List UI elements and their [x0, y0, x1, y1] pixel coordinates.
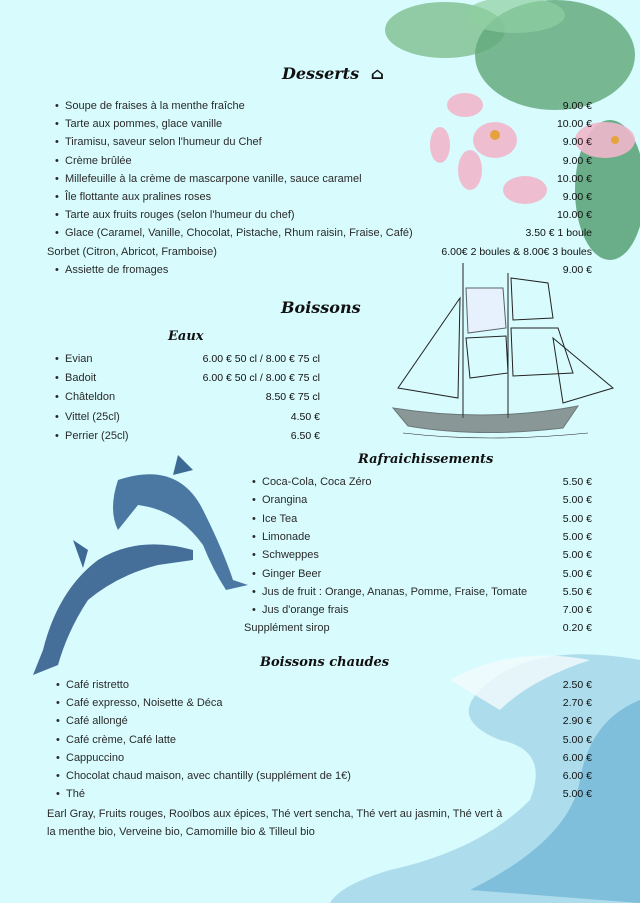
item-price: 0.20 €: [562, 622, 592, 635]
bullet-icon: •: [252, 585, 256, 598]
desserts-title-text: Desserts: [282, 64, 360, 83]
bullet-icon: •: [55, 227, 59, 240]
item-name: Millefeuille à la crème de mascarpone vanille, sauce caramel: [65, 172, 362, 185]
bullet-icon: •: [252, 494, 256, 507]
bullet-icon: •: [252, 567, 256, 580]
item-price: 6.00 € 50 cl / 8.00 € 75 cl: [202, 353, 320, 365]
item-price: 9.00 €: [562, 191, 592, 203]
bullet-icon: •: [56, 770, 60, 782]
item-price: 6.50 €: [290, 429, 320, 442]
item-name: Evian: [65, 353, 93, 365]
rafraichissements-title: Rafraichissements: [358, 452, 494, 467]
item-name: Assiette de fromages: [65, 263, 169, 276]
sailing-ship-icon: [388, 258, 618, 448]
eaux-title: Eaux: [168, 329, 204, 344]
bullet-icon: •: [55, 154, 59, 167]
bullet-icon: •: [55, 191, 59, 203]
bullet-icon: •: [55, 263, 59, 276]
item-price: 5.00 €: [562, 567, 592, 580]
item-name: Café allongé: [66, 715, 128, 728]
item-name: Tarte aux pommes, glace vanille: [65, 118, 223, 131]
menu-item: [55, 390, 116, 404]
item-name: Orangina: [262, 494, 308, 507]
menu-item: [56, 751, 125, 765]
item-name: Badoit: [65, 372, 97, 385]
menu-item: [252, 548, 319, 562]
item-price: 10.00 €: [556, 209, 592, 222]
item-name: Schweppes: [262, 549, 319, 562]
menu-item: [252, 475, 372, 489]
item-name: Tiramisu, saveur selon l'humeur du Chef: [65, 136, 262, 149]
item-name: Perrier (25cl): [65, 429, 129, 442]
menu-item: [244, 621, 330, 635]
item-name: Cappuccino: [66, 751, 125, 764]
item-price: 5.50 €: [562, 476, 592, 488]
item-price: 5.00 €: [562, 788, 592, 801]
menu-item: [56, 787, 85, 801]
item-price: 5.00 €: [562, 494, 592, 507]
bullet-icon: •: [56, 715, 60, 728]
item-price: 9.00 €: [562, 100, 592, 112]
item-name: Vittel (25cl): [65, 410, 120, 423]
item-name: Coca-Cola, Coca Zéro: [262, 476, 372, 488]
item-name: Supplément sirop: [244, 622, 330, 635]
menu-item: [47, 245, 217, 259]
item-name: Limonade: [262, 530, 311, 543]
item-price: 3.50 € 1 boule: [525, 227, 592, 240]
menu-item: [252, 530, 311, 544]
desserts-title: [282, 64, 384, 83]
bullet-icon: •: [55, 391, 59, 404]
boissons-chaudes-title: Boissons chaudes: [260, 655, 390, 670]
item-name: Ice Tea: [262, 512, 298, 525]
item-price: 8.50 € 75 cl: [265, 391, 320, 404]
item-price: 6.00 €: [562, 751, 592, 764]
item-name: Glace (Caramel, Vanille, Chocolat, Pistache, Rhum raisin, Fraise, Café): [65, 227, 413, 240]
item-price: 5.00 €: [562, 733, 592, 746]
item-price: 5.00 €: [562, 549, 592, 562]
bullet-icon: •: [252, 604, 256, 617]
menu-item: [252, 512, 298, 526]
item-name: Jus de fruit : Orange, Ananas, Pomme, Fraise, Tomate: [262, 585, 528, 598]
menu-item: [55, 99, 245, 113]
menu-item: [55, 352, 93, 366]
menu-item: [56, 696, 223, 710]
item-price: 6.00 €: [562, 770, 592, 782]
bullet-icon: •: [55, 118, 59, 131]
the-varieties-line-1: Earl Gray, Fruits rouges, Rooïbos aux épices, Thé vert sencha, Thé vert au jasmin, Thé vert à: [47, 808, 503, 820]
item-name: Thé: [66, 788, 85, 801]
bullet-icon: •: [55, 100, 59, 112]
item-name: Sorbet (Citron, Abricot, Framboise): [47, 245, 217, 258]
tropical-leaves-icon: [385, 0, 640, 260]
bullet-icon: •: [55, 172, 59, 185]
item-price: 5.50 €: [562, 585, 592, 598]
menu-item: [55, 226, 413, 240]
menu-item: [252, 585, 528, 599]
menu-item: [55, 117, 223, 131]
bullet-icon: •: [56, 788, 60, 801]
item-price: 6.00€ 2 boules & 8.00€ 3 boules: [441, 245, 592, 258]
menu-item: [252, 493, 308, 507]
item-name: Châteldon: [65, 391, 116, 404]
item-name: Soupe de fraises à la menthe fraîche: [65, 100, 245, 112]
bullet-icon: •: [252, 476, 256, 488]
bullet-icon: •: [56, 697, 60, 710]
bullet-icon: •: [55, 209, 59, 222]
bullet-icon: •: [252, 530, 256, 543]
menu-item: [55, 190, 212, 204]
item-price: 9.00 €: [562, 154, 592, 167]
item-name: Ginger Beer: [262, 567, 322, 580]
the-varieties-line-2: la menthe bio, Verveine bio, Camomille bio & Tilleul bio: [47, 826, 315, 838]
wave-icon: [330, 640, 640, 903]
menu-item: [55, 172, 362, 186]
bullet-icon: •: [56, 751, 60, 764]
menu-item: [252, 603, 349, 617]
bullet-icon: •: [252, 549, 256, 562]
item-price: 5.00 €: [562, 530, 592, 543]
item-name: Jus d'orange frais: [262, 604, 349, 617]
item-name: Chocolat chaud maison, avec chantilly (supplément de 1€): [66, 770, 351, 782]
item-price: 4.50 €: [290, 410, 320, 423]
boissons-title: Boissons: [281, 298, 361, 317]
item-name: Café crème, Café latte: [66, 733, 177, 746]
item-price: 10.00 €: [556, 118, 592, 131]
menu-item: [56, 714, 128, 728]
item-name: Café ristretto: [66, 679, 129, 691]
item-price: 5.00 €: [562, 512, 592, 525]
menu-item: [56, 678, 129, 692]
house-icon: ⌂: [370, 64, 385, 83]
menu-item: [56, 769, 351, 783]
item-name: Île flottante aux pralines roses: [65, 191, 212, 203]
bullet-icon: •: [56, 733, 60, 746]
item-price: 7.00 €: [562, 604, 592, 617]
item-price: 6.00 € 50 cl / 8.00 € 75 cl: [202, 372, 320, 385]
item-price: 2.90 €: [562, 715, 592, 728]
dolphins-icon: [28, 450, 253, 685]
bullet-icon: •: [55, 136, 59, 149]
bullet-icon: •: [56, 679, 60, 691]
item-name: Crème brûlée: [65, 154, 132, 167]
item-price: 9.00 €: [562, 136, 592, 149]
menu-item: [55, 410, 120, 424]
bullet-icon: •: [55, 429, 59, 442]
bullet-icon: •: [55, 372, 59, 385]
item-price: 2.50 €: [562, 679, 592, 691]
menu-item: [55, 154, 132, 168]
menu-item: [55, 135, 262, 149]
bullet-icon: •: [55, 353, 59, 365]
item-name: Tarte aux fruits rouges (selon l'humeur du chef): [65, 209, 295, 222]
item-price: 10.00 €: [556, 172, 592, 185]
bullet-icon: •: [252, 512, 256, 525]
menu-item: [56, 733, 177, 747]
item-name: Café expresso, Noisette & Déca: [66, 697, 223, 710]
menu-item: [55, 208, 295, 222]
item-price: 9.00 €: [562, 263, 592, 276]
menu-item: [55, 263, 169, 277]
menu-item: [55, 371, 97, 385]
item-price: 2.70 €: [562, 697, 592, 710]
menu-item: [252, 567, 322, 581]
menu-item: [55, 429, 129, 443]
bullet-icon: •: [55, 410, 59, 423]
